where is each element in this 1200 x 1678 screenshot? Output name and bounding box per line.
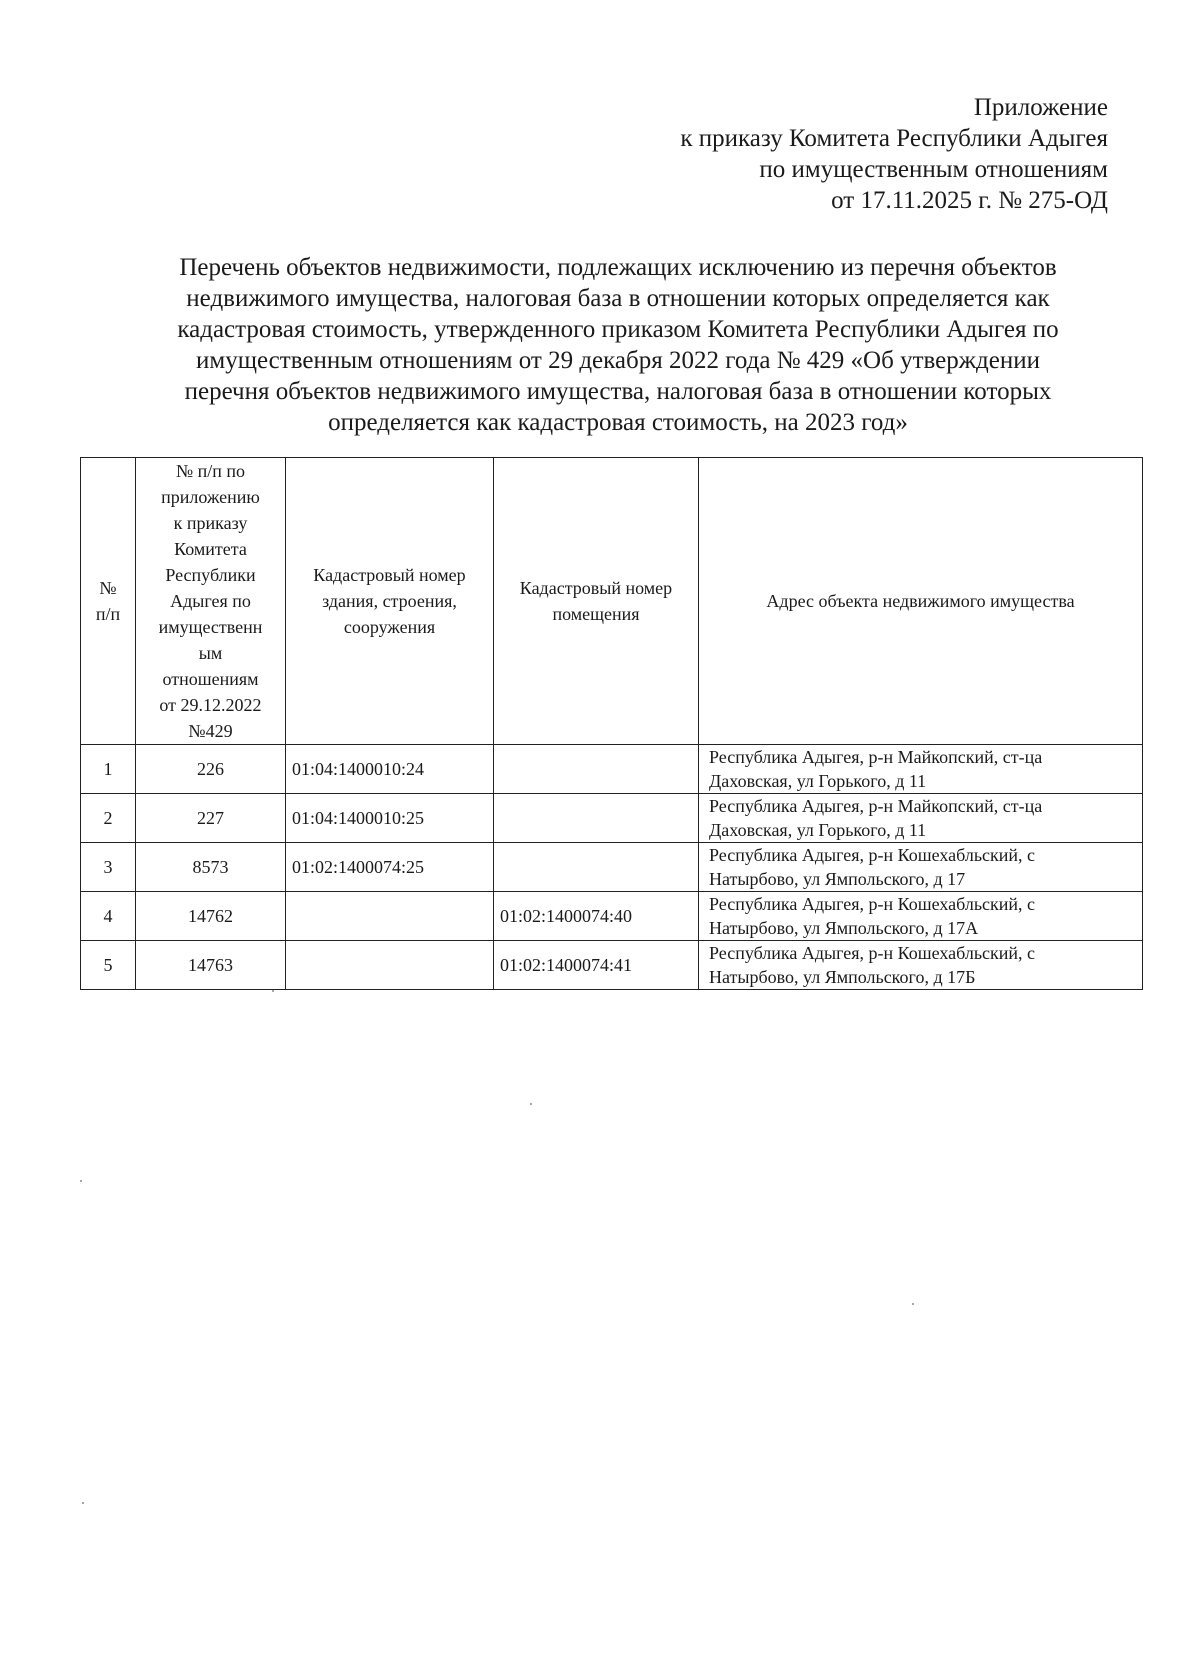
cell-num: 1	[81, 745, 136, 794]
title-line: определяется как кадастровая стоимость, на 2023 год»	[328, 409, 908, 436]
title-line: перечня объектов недвижимого имущества, налоговая база в отношении которых	[184, 378, 1052, 405]
table-row	[81, 843, 1143, 892]
property-table	[80, 457, 1143, 990]
table-row	[81, 794, 1143, 843]
cell-room	[494, 794, 699, 843]
cell-num: 2	[81, 794, 136, 843]
title-line: кадастровая стоимость, утвержденного приказом Комитета Республики Адыгея по	[177, 316, 1059, 343]
scan-speck	[272, 990, 274, 992]
document-title	[118, 252, 1118, 438]
cell-building: 01:04:1400010:24	[286, 745, 494, 794]
cell-room	[494, 843, 699, 892]
appendix-line: к приказу Комитета Республики Адыгея	[680, 125, 1108, 152]
cell-num: 4	[81, 892, 136, 941]
cell-ref: 8573	[136, 843, 286, 892]
title-line: недвижимого имущества, налоговая база в отношении которых определяется как	[186, 285, 1050, 312]
cell-building	[286, 892, 494, 941]
cell-room: 01:02:1400074:40	[494, 892, 699, 941]
scan-speck	[82, 1502, 84, 1504]
appendix-header	[488, 92, 1108, 216]
scan-speck	[530, 1103, 532, 1105]
table-header-row	[81, 458, 1143, 745]
cell-room	[494, 745, 699, 794]
title-line: Перечень объектов недвижимости, подлежащих исключению из перечня объектов	[179, 254, 1057, 281]
cell-ref: 227	[136, 794, 286, 843]
cell-address: Республика Адыгея, р-н Кошехабльский, с Натырбово, ул Ямпольского, д 17	[699, 843, 1143, 892]
appendix-line: по имущественным отношениям	[759, 156, 1108, 183]
cell-address: Республика Адыгея, р-н Майкопский, ст-ца Даховская, ул Горького, д 11	[699, 794, 1143, 843]
table-row	[81, 745, 1143, 794]
appendix-line: Приложение	[973, 94, 1108, 121]
cell-building: 01:04:1400010:25	[286, 794, 494, 843]
cell-address: Республика Адыгея, р-н Кошехабльский, с Натырбово, ул Ямпольского, д 17А	[699, 892, 1143, 941]
scan-speck	[80, 1180, 82, 1182]
title-line: имущественным отношениям от 29 декабря 2022 года № 429 «Об утверждении	[196, 347, 1040, 374]
cell-num: 3	[81, 843, 136, 892]
scan-speck	[912, 1303, 914, 1305]
cell-building	[286, 941, 494, 990]
cell-ref: 226	[136, 745, 286, 794]
header-room-cadastral: Кадастровый номер помещения	[494, 458, 699, 745]
cell-num: 5	[81, 941, 136, 990]
header-ref: № п/п по приложению к приказу Комитета Республики Адыгея по имущественн ым отношениям от 29.12.2022 №429	[136, 458, 286, 745]
cell-address: Республика Адыгея, р-н Майкопский, ст-ца Даховская, ул Горького, д 11	[699, 745, 1143, 794]
header-building-cadastral: Кадастровый номер здания, строения, сооружения	[286, 458, 494, 745]
table-row	[81, 941, 1143, 990]
cell-address: Республика Адыгея, р-н Кошехабльский, с Натырбово, ул Ямпольского, д 17Б	[699, 941, 1143, 990]
cell-room: 01:02:1400074:41	[494, 941, 699, 990]
header-num: № п/п	[81, 458, 136, 745]
table-row	[81, 892, 1143, 941]
appendix-line: от 17.11.2025 г. № 275-ОД	[831, 187, 1108, 214]
cell-building: 01:02:1400074:25	[286, 843, 494, 892]
header-address: Адрес объекта недвижимого имущества	[699, 458, 1143, 745]
cell-ref: 14762	[136, 892, 286, 941]
cell-ref: 14763	[136, 941, 286, 990]
